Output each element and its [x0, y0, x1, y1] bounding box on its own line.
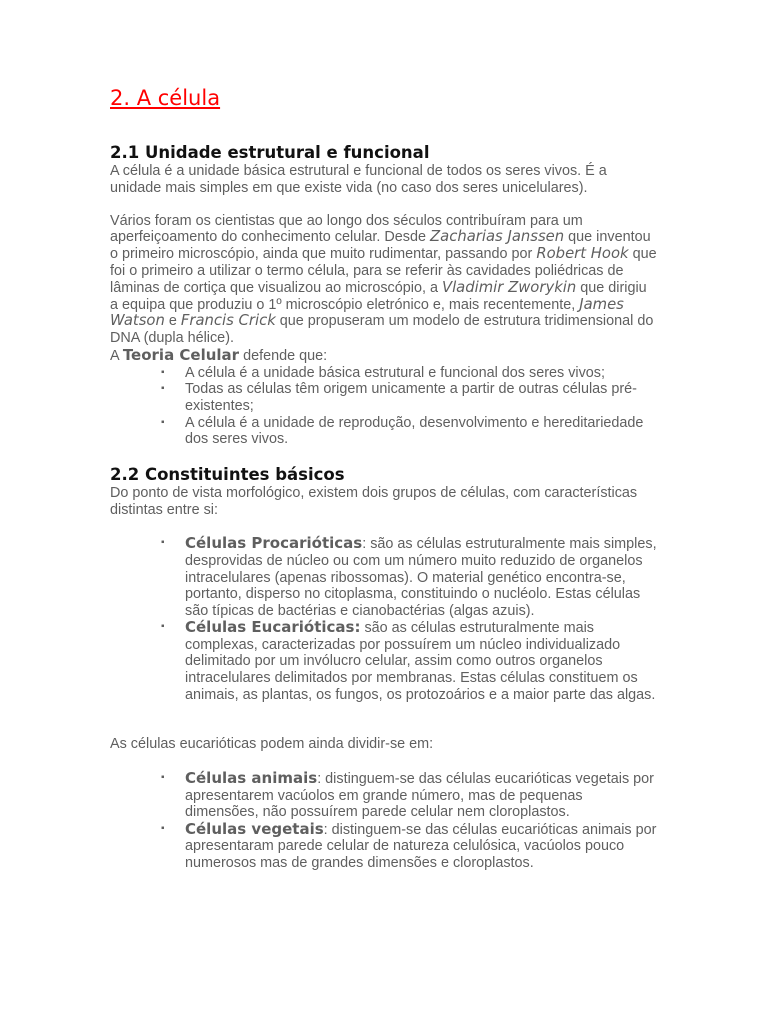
history-text-1: Vários foram os cientistas que ao longo dos séculos contribuíram para um aperfeiçoamento do conhecimento celular. Desde: [110, 212, 583, 246]
scientist-crick: Francis Crick: [180, 312, 276, 330]
term-plant-cells: Células vegetais: [185, 819, 324, 838]
cell-groups-list: [110, 535, 658, 703]
list-item: ▪ Células Procarióticas: são as células estruturalmente mais simples, desprovidas de núcleo ou com um número muito reduzido de organelos intracelulares (apenas ribossomas). O material genético encontra-se, portanto, disperso no citoplasma, constituindo o nucléolo. Estas células são típicas de bactérias e cianobactérias (algas azuis).: [161, 534, 657, 619]
theory-list: [110, 365, 658, 448]
term-animal-cells: Células animais: [185, 769, 318, 788]
theory-term: Teoria Celular: [122, 345, 240, 364]
theory-prefix: A: [110, 347, 123, 364]
paragraph-definition: A célula é a unidade básica estrutural e funcional de todos os seres vivos. É a unidade mais simples em que existe vida (no caso dos seres unicelulares).: [110, 163, 607, 196]
history-text-6: que propuseram um modelo de estrutura tridimensional do DNA (dupla hélice).: [110, 313, 654, 347]
square-bullet-icon: ▪: [161, 621, 165, 633]
history-text-5: e: [164, 313, 181, 330]
scientist-janssen: Zacharias Janssen: [430, 228, 565, 246]
square-bullet-icon: ▪: [161, 772, 165, 784]
paragraph-subgroups-intro: As células eucarióticas podem ainda dividir-se em:: [110, 736, 434, 753]
term-eukaryotic: Células Eucarióticas:: [185, 618, 361, 637]
square-bullet-icon: ▪: [161, 537, 165, 549]
paragraph-groups-intro: Do ponto de vista morfológico, existem dois grupos de células, com características distintas entre si:: [110, 484, 638, 518]
square-bullet-icon: ▪: [161, 383, 165, 395]
list-item: ▪ Células vegetais: distinguem-se das células eucarióticas animais por apresentaram parede celular de natureza celulósica, vacúolos pouco numerosos mas de grandes dimensões e cloroplastos.: [161, 819, 657, 872]
list-item: ▪ Células Eucarióticas: são as células estruturalmente mais complexas, caracterizadas por possuírem um núcleo individualizado delimitado por um invólucro celular, assim como outros organelos intracelulares delimitados por membranas. Estas células constituem os animais, as plantas, os fungos, os protozoários e a maior parte das algas.: [161, 618, 656, 703]
list-item: ▪ Células animais: distinguem-se das células eucarióticas vegetais por apresentarem vacúolos em grande número, mas de pequenas dimensões, não possuírem parede celular nem cloroplastos.: [161, 769, 654, 821]
eukaryotic-subgroups-list: [110, 770, 658, 872]
square-bullet-icon: ▪: [161, 822, 165, 834]
scientist-watson: James Watson: [110, 295, 624, 330]
term-prokaryotic: Células Procarióticas: [185, 534, 363, 553]
list-item: ▪ Todas as células têm origem unicamente a partir de outras células pré-existentes;: [161, 381, 637, 414]
scientist-zworykin: Vladimir Zworykin: [441, 278, 577, 296]
page-title: 2. A célula: [110, 86, 221, 110]
section-heading-unidade: 2.1 Unidade estrutural e funcional: [110, 143, 430, 162]
scientist-hook: Robert Hook: [536, 245, 629, 263]
section-heading-constituintes: 2.2 Constituintes básicos: [110, 464, 345, 484]
theory-suffix: defende que:: [239, 347, 328, 364]
history-text-3: que foi o primeiro a utilizar o termo célula, para se referir às cavidades poliédricas de lâminas de cortiça que visualizou ao microscópio, a: [110, 246, 657, 296]
history-text-2: que inventou o primeiro microscópio, ainda que muito rudimentar, passando por: [110, 229, 651, 263]
document-page: [110, 84, 658, 872]
square-bullet-icon: ▪: [161, 366, 165, 378]
list-item: ▪ A célula é a unidade básica estrutural e funcional dos seres vivos;: [161, 364, 605, 381]
list-item: ▪ A célula é a unidade de reprodução, desenvolvimento e hereditariedade dos seres vivos.: [161, 414, 644, 448]
square-bullet-icon: ▪: [161, 416, 165, 428]
history-text-4: que dirigiu a equipa que produziu o 1º microscópio eletrónico e, mais recentemente,: [110, 279, 647, 313]
paragraph-history: [110, 213, 658, 347]
paragraph-theory: [110, 347, 658, 365]
